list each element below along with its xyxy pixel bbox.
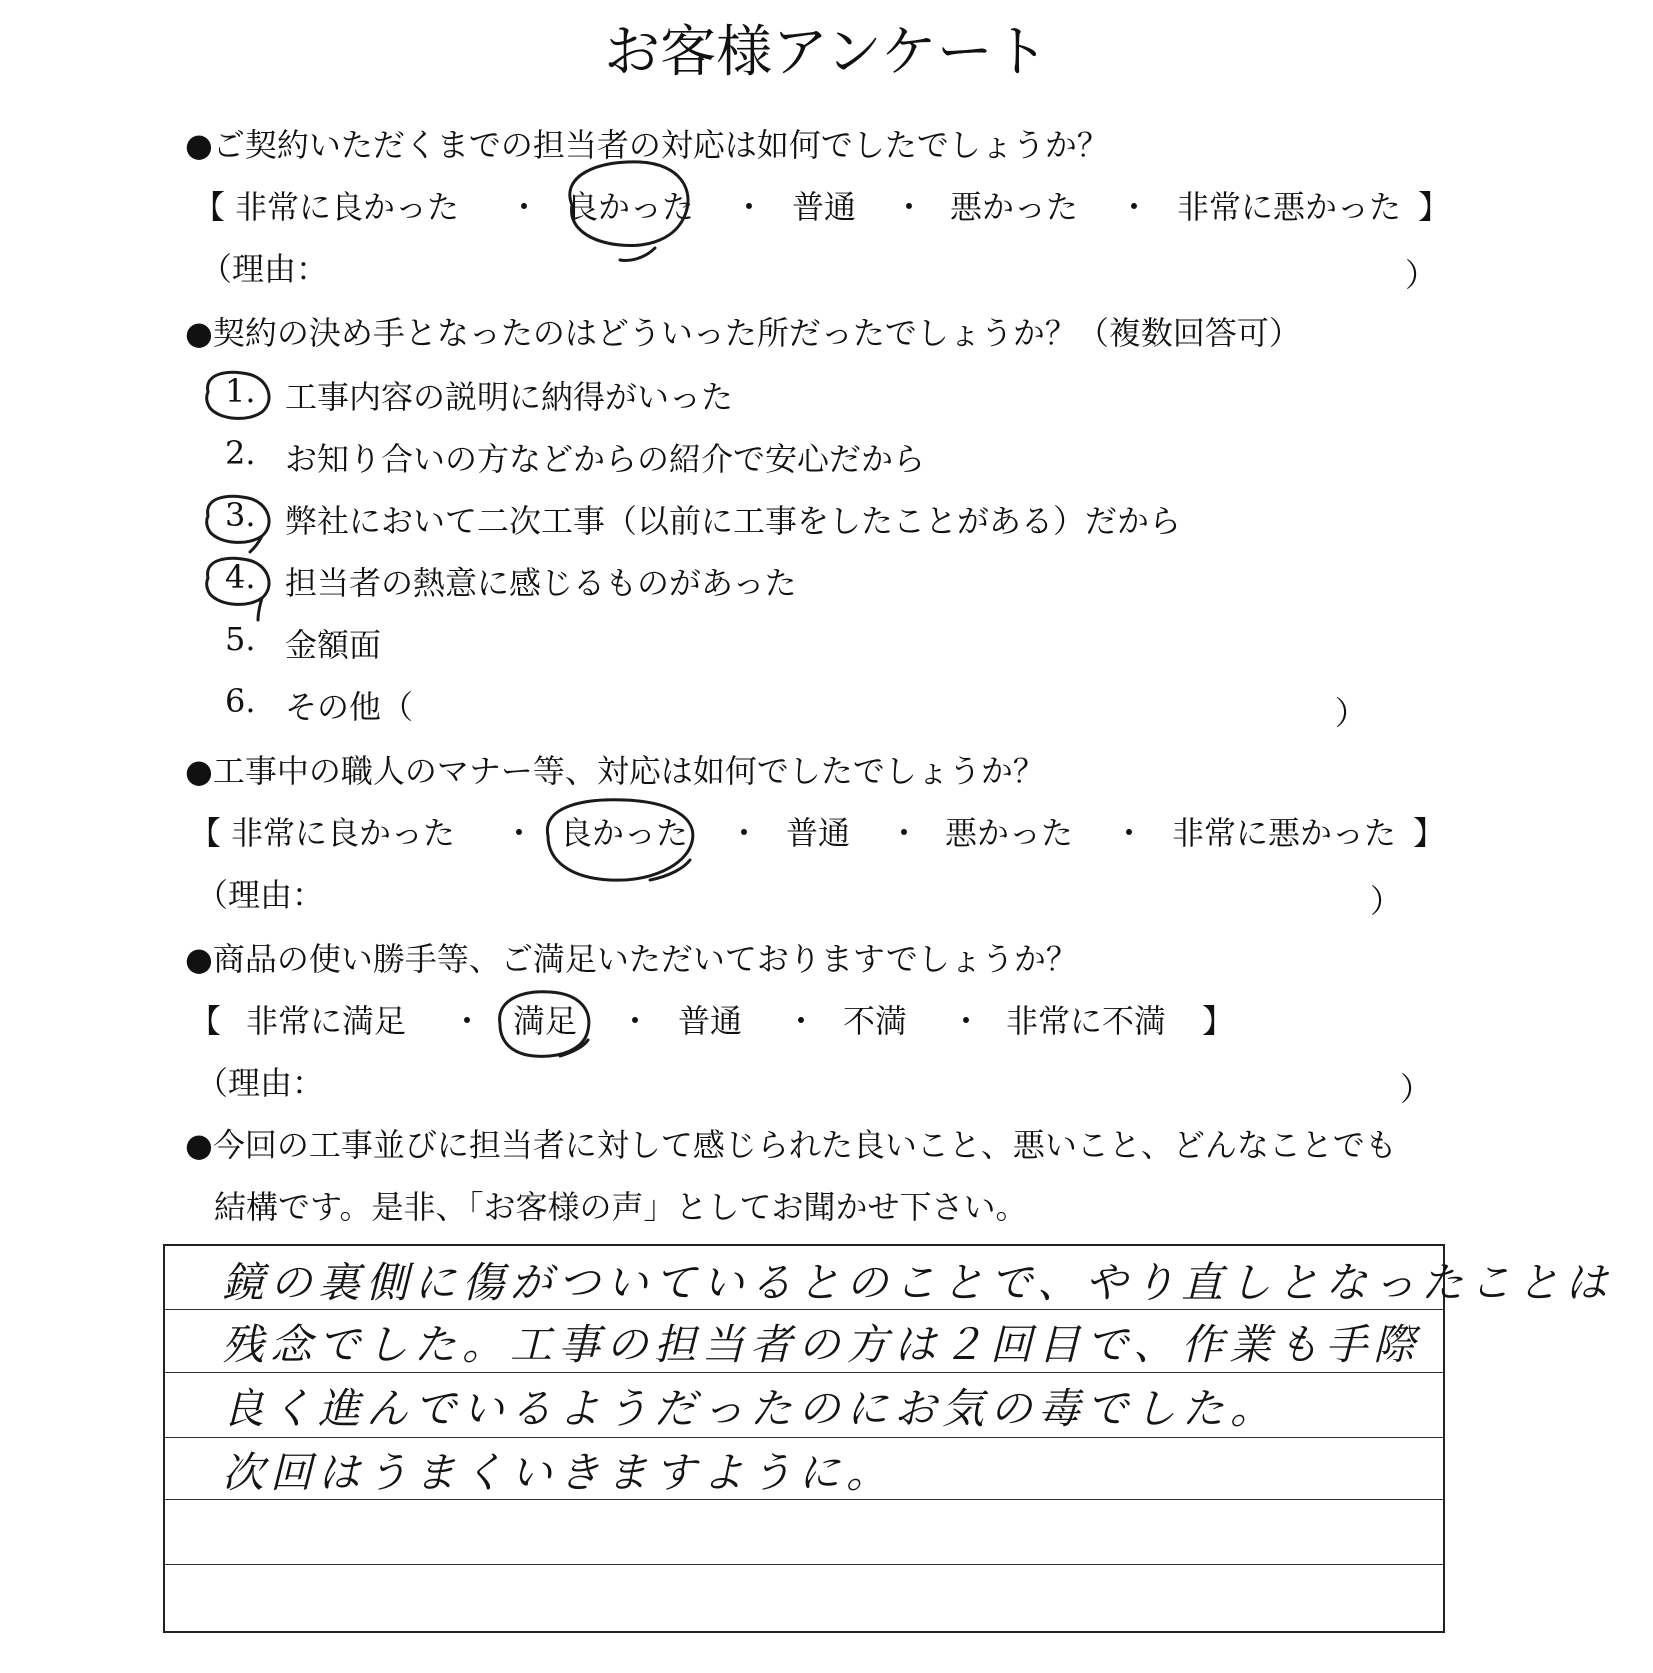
q3-separator: ・ xyxy=(728,814,761,852)
q4-option-dissatisfied[interactable]: 不満 xyxy=(843,1002,908,1040)
q2-item-2-number[interactable]: 2. xyxy=(225,434,256,472)
comment-rule xyxy=(165,1437,1443,1438)
q2-item-2-text: お知り合いの方などからの紹介で安心だから xyxy=(285,440,926,478)
q4-bracket-open: 【 xyxy=(189,1002,222,1040)
q1-separator: ・ xyxy=(508,188,541,226)
comment-rule xyxy=(165,1372,1443,1373)
q4-option-satisfied[interactable]: 満足 xyxy=(513,1002,578,1040)
q1-separator: ・ xyxy=(893,188,926,226)
q3-option-very-good[interactable]: 非常に良かった xyxy=(231,814,456,852)
q3-option-normal[interactable]: 普通 xyxy=(786,814,851,852)
q1-option-very-bad[interactable]: 非常に悪かった xyxy=(1177,188,1402,226)
q1-bracket-close: 】 xyxy=(1418,188,1451,226)
question-2: ●契約の決め手となったのはどういった所だったでしょうか？（複数回答可） xyxy=(185,314,1301,352)
handwritten-answer-line-1: 鏡の裏側に傷がついているとのことで、やり直しとなったことは xyxy=(222,1258,1614,1307)
q2-item-5-text: 金額面 xyxy=(285,626,382,664)
q3-bracket-open: 【 xyxy=(189,814,222,852)
q1-reason-close: ） xyxy=(1405,256,1438,294)
q2-item-3-text: 弊社において二次工事（以前に工事をしたことがある）だから xyxy=(285,502,1182,540)
q2-item-1-text: 工事内容の説明に納得がいった xyxy=(285,378,734,416)
q4-separator: ・ xyxy=(785,1002,818,1040)
q4-separator: ・ xyxy=(451,1002,484,1040)
q2-other-close: ） xyxy=(1335,694,1368,732)
q3-option-good[interactable]: 良かった xyxy=(560,814,689,852)
q1-option-normal[interactable]: 普通 xyxy=(792,188,857,226)
q3-reason-label: （理由： xyxy=(196,876,325,914)
q4-separator: ・ xyxy=(619,1002,652,1040)
q1-option-bad[interactable]: 悪かった xyxy=(950,188,1079,226)
q2-item-4-number[interactable]: 4. xyxy=(225,558,256,596)
q2-item-6-number[interactable]: 6. xyxy=(225,682,256,720)
q4-reason-close: ） xyxy=(1400,1070,1433,1108)
handwritten-answer-line-4: 次回はうまくいきますように。 xyxy=(222,1448,895,1497)
q4-option-very-satisfied[interactable]: 非常に満足 xyxy=(246,1002,407,1040)
question-5-line-2: 結構です。是非、「お客様の声」としてお聞かせ下さい。 xyxy=(214,1188,1028,1226)
q4-separator: ・ xyxy=(950,1002,983,1040)
q4-reason-label: （理由： xyxy=(196,1064,325,1102)
handwritten-answer-line-3: 良く進んでいるようだったのにお気の毒でした。 xyxy=(222,1384,1279,1433)
question-5-line-1: ●今回の工事並びに担当者に対して感じられた良いこと、悪いこと、どんなことでも xyxy=(185,1126,1397,1164)
q1-reason-label: （理由： xyxy=(200,250,329,288)
q1-separator: ・ xyxy=(1118,188,1151,226)
question-3: ●工事中の職人のマナー等、対応は如何でしたでしょうか？ xyxy=(185,752,1045,790)
q1-separator: ・ xyxy=(733,188,766,226)
q4-option-normal[interactable]: 普通 xyxy=(678,1002,743,1040)
q3-reason-close: ） xyxy=(1370,882,1403,920)
q3-separator: ・ xyxy=(503,814,536,852)
q4-bracket-close: 】 xyxy=(1202,1002,1235,1040)
question-1: ●ご契約いただくまでの担当者の対応は如何でしたでしょうか？ xyxy=(185,126,1109,164)
q1-option-good[interactable]: 良かった xyxy=(566,188,695,226)
q1-option-very-good[interactable]: 非常に良かった xyxy=(235,188,460,226)
q2-item-4-text: 担当者の熱意に感じるものがあった xyxy=(285,564,797,602)
q3-bracket-close: 】 xyxy=(1413,814,1446,852)
q3-separator: ・ xyxy=(1113,814,1146,852)
q3-option-bad[interactable]: 悪かった xyxy=(945,814,1074,852)
handwritten-answer-line-2: 残念でした。工事の担当者の方は２回目で、作業も手際 xyxy=(222,1320,1422,1369)
q1-bracket-open: 【 xyxy=(193,188,226,226)
q3-separator: ・ xyxy=(888,814,921,852)
survey-title: お客様アンケート xyxy=(604,20,1049,85)
q2-item-1-number[interactable]: 1. xyxy=(225,372,256,410)
q4-option-very-dissatisfied[interactable]: 非常に不満 xyxy=(1006,1002,1167,1040)
comment-rule xyxy=(165,1564,1443,1565)
q2-item-5-number[interactable]: 5. xyxy=(225,620,256,658)
q2-item-3-number[interactable]: 3. xyxy=(225,496,256,534)
question-4: ●商品の使い勝手等、ご満足いただいておりますでしょうか？ xyxy=(185,940,1078,978)
q3-option-very-bad[interactable]: 非常に悪かった xyxy=(1172,814,1397,852)
q2-item-6-text: その他（ xyxy=(285,688,414,726)
